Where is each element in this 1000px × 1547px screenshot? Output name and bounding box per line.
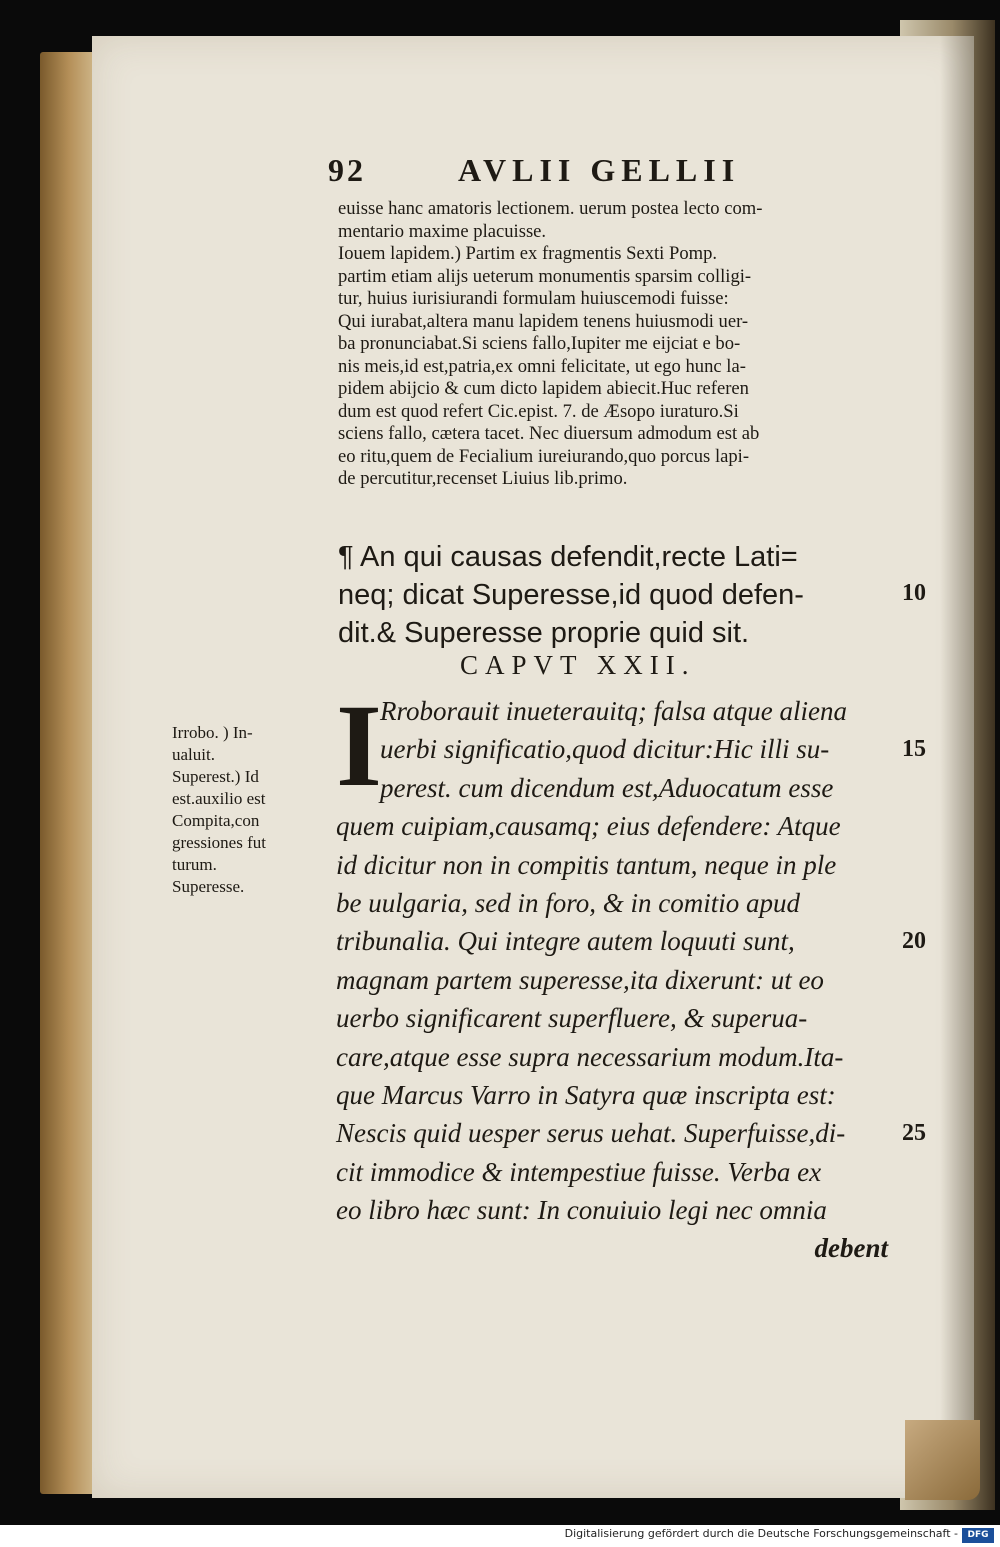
dfg-logo-icon: DFG — [962, 1528, 994, 1543]
margin-note-line: Compita,con — [172, 811, 260, 830]
chapter-heading — [338, 538, 890, 652]
running-head — [328, 152, 788, 192]
commentary-line: Iouem lapidem.) Partim ex fragmentis Sexti Pomp. — [338, 243, 718, 264]
catchword: debent — [814, 1233, 888, 1264]
body-line: cit immodice & intempestiue fuisse. Verba ex — [336, 1156, 822, 1187]
margin-note-line: Superesse. — [172, 877, 245, 896]
margin-note-line: gressiones fut — [172, 833, 266, 852]
body-line: magnam partem superesse,ita dixerunt: ut eo — [336, 964, 824, 995]
commentary-line: euisse hanc amatoris lectionem. uerum postea lecto com- — [338, 198, 763, 219]
page-number: 92 — [328, 152, 366, 188]
chapter-heading-line: dit.& Superesse proprie quid sit. — [338, 617, 750, 649]
body-line: uerbo significarent superfluere, & superua- — [336, 1003, 808, 1034]
commentary-line: eo ritu,quem de Fecialium iureiurando,quo porcus lapi- — [338, 445, 750, 467]
margin-note-line: turum. — [172, 855, 217, 874]
footer-bar — [0, 1525, 1000, 1547]
commentary-line: Qui iurabat,altera manu lapidem tenens huiusmodi uer- — [338, 310, 749, 332]
body-line: eo libro hæc sunt: In conuiuio legi nec omnia — [336, 1195, 827, 1226]
margin-note-line: Irrobo. ) In- — [172, 723, 253, 742]
footer-credit: Digitalisierung gefördert durch die Deutsche Forschungsgemeinschaft - — [564, 1527, 958, 1540]
page-gutter-shadow — [940, 36, 974, 1498]
chapter-number: CAPVT XXII. — [460, 650, 696, 680]
body-line: care,atque esse supra necessarium modum.Ita- — [336, 1041, 844, 1072]
marginal-notes — [172, 722, 327, 898]
drop-cap: I — [336, 680, 382, 811]
commentary-line: ba pronunciabat.Si sciens fallo,Iupiter me eijciat e bo- — [338, 333, 741, 354]
commentary-line: sciens fallo, cætera tacet. Nec diuersum admodum est ab — [338, 423, 760, 444]
body-line: que Marcus Varro in Satyra quæ inscripta est: — [336, 1079, 836, 1110]
body-line: perest. cum dicendum est,Aduocatum esse — [380, 772, 834, 803]
commentary-line: de percutitur,recenset Liuius lib.primo. — [338, 468, 628, 489]
body-line: Nescis quid uesper serus uehat. Superfuisse,di- — [336, 1118, 846, 1149]
commentary-block — [338, 198, 890, 491]
margin-note-line: est.auxilio est — [172, 789, 266, 808]
chapter-heading-line: neq; dicat Superesse,id quod defen- — [338, 579, 804, 611]
body-line: Rroborauit inueterauitq; falsa atque aliena — [380, 696, 847, 726]
body-line: tribunalia. Qui integre autem loquuti sunt, — [336, 926, 795, 957]
commentary-line: partim etiam alijs ueterum monumentis sparsim colligi- — [338, 265, 752, 287]
line-number: 20 — [902, 928, 926, 954]
chapter-heading-line: ¶ An qui causas defendit,recte Lati= — [338, 541, 798, 573]
commentary-line: mentario maxime placuisse. — [338, 220, 547, 242]
commentary-line: dum est quod refert Cic.epist. 7. de Æsopo iuraturo.Si — [338, 400, 739, 422]
body-line: be uulgaria, sed in foro, & in comitio apud — [336, 887, 800, 918]
line-number: 10 — [902, 580, 926, 606]
body-line: uerbi significatio,quod dicitur:Hic illi su- — [380, 734, 830, 765]
body-text — [336, 680, 888, 1268]
commentary-line: pidem abijcio & cum dicto lapidem abiecit.Huc referen — [338, 378, 749, 399]
commentary-line: tur, huius iurisiurandi formulam huiuscemodi fuisse: — [338, 288, 729, 309]
page-corner — [905, 1420, 980, 1500]
body-line: id dicitur non in compitis tantum, neque in ple — [336, 849, 837, 880]
body-line: quem cuipiam,causamq; eius defendere: Atque — [336, 811, 841, 842]
commentary-line: nis meis,id est,patria,ex omni felicitate, ut ego hunc la- — [338, 355, 746, 377]
margin-note-line: ualuit. — [172, 745, 215, 764]
line-number: 25 — [902, 1120, 926, 1146]
margin-note-line: Superest.) Id — [172, 767, 259, 786]
line-number: 15 — [902, 736, 926, 762]
running-title: AVLII GELLII — [458, 152, 741, 188]
